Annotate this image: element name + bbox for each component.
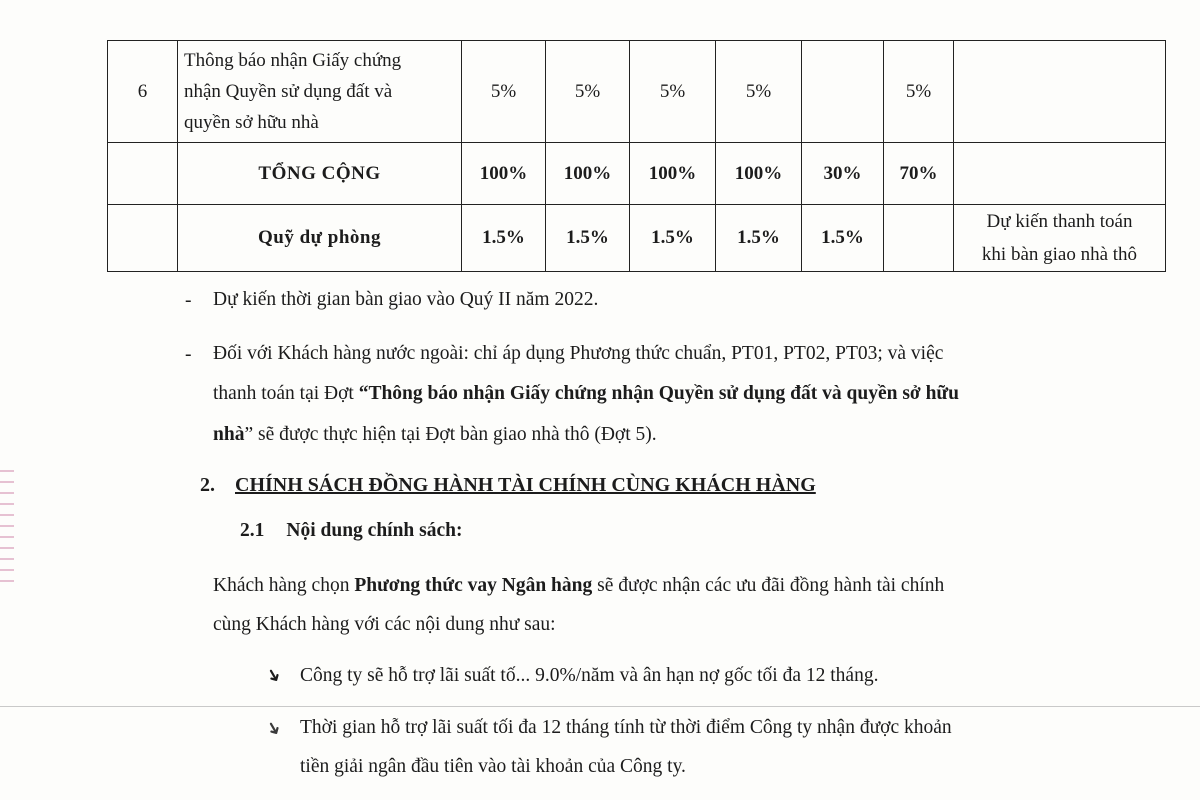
reserve-note: Dự kiến thanh toán khi bàn giao nhà thô	[954, 205, 1166, 272]
table-cell: 70%	[884, 143, 954, 205]
arrow-down-bullet-icon: ➜	[261, 716, 287, 740]
section-heading	[200, 474, 816, 497]
reserve-label: Quỹ dự phòng	[178, 205, 462, 272]
table-row	[108, 41, 1166, 143]
scan-margin-marks	[0, 470, 14, 610]
bullet-foreign-line2: thanh toán tại Đợt “Thông báo nhận Giấy chứng nhận Quyền sử dụng đất và quyền sở hữu	[213, 383, 959, 404]
table-cell: 30%	[802, 143, 884, 205]
table-cell: 100%	[546, 143, 630, 205]
subsection-number: 2.1	[240, 520, 265, 541]
table-cell	[802, 41, 884, 143]
table-cell: 1.5%	[716, 205, 802, 272]
bullet-foreign-line1: Đối với Khách hàng nước ngoài: chỉ áp dụng Phương thức chuẩn, PT01, PT02, PT03; và việc	[213, 343, 944, 364]
total-label: TỔNG CỘNG	[178, 143, 462, 205]
table-cell: 100%	[630, 143, 716, 205]
table-cell: 5%	[884, 41, 954, 143]
table-cell: 5%	[462, 41, 546, 143]
table-cell: 100%	[716, 143, 802, 205]
bullet-handover-time: Dự kiến thời gian bàn giao vào Quý II năm 2022.	[213, 289, 599, 310]
policy-item-support-period-line2: tiền giải ngân đầu tiên vào tài khoản của Công ty.	[300, 756, 686, 777]
policy-paragraph-line1: Khách hàng chọn Phương thức vay Ngân hàng sẽ được nhận các ưu đãi đồng hành tài chính	[213, 575, 945, 596]
section-number: 2.	[200, 474, 215, 496]
table-cell: 5%	[546, 41, 630, 143]
section-title: CHÍNH SÁCH ĐỒNG HÀNH TÀI CHÍNH CÙNG KHÁCH HÀNG	[235, 474, 816, 496]
table-cell: 100%	[462, 143, 546, 205]
table-cell: 1.5%	[630, 205, 716, 272]
policy-item-support-period-line1: Thời gian hỗ trợ lãi suất tối đa 12 tháng tính từ thời điểm Công ty nhận được khoản	[300, 717, 952, 738]
dash-bullet: -	[185, 290, 192, 311]
table-cell: 1.5%	[462, 205, 546, 272]
subsection-title: Nội dung chính sách:	[286, 520, 463, 541]
table-cell: 5%	[716, 41, 802, 143]
row-description: Thông báo nhận Giấy chứng nhận Quyền sử dụng đất và quyền sở hữu nhà	[178, 41, 462, 143]
policy-paragraph-line2: cùng Khách hàng với các nội dung như sau:	[213, 614, 556, 635]
table-cell	[108, 205, 178, 272]
table-cell	[108, 143, 178, 205]
bullet-foreign-line3: nhà” sẽ được thực hiện tại Đợt bàn giao nhà thô (Đợt 5).	[213, 424, 657, 445]
table-cell	[954, 143, 1166, 205]
table-row-total	[108, 143, 1166, 205]
table-cell: 5%	[630, 41, 716, 143]
dash-bullet: -	[185, 344, 192, 365]
table-cell	[884, 205, 954, 272]
table-cell: 1.5%	[546, 205, 630, 272]
arrow-down-bullet-icon: ➜	[261, 663, 287, 687]
table-row-reserve	[108, 205, 1166, 272]
subsection-heading	[240, 520, 462, 542]
policy-item-interest-support: Công ty sẽ hỗ trợ lãi suất tố... 9.0%/năm và ân hạn nợ gốc tối đa 12 tháng.	[300, 665, 879, 686]
table-cell: 1.5%	[802, 205, 884, 272]
payment-schedule-table	[107, 40, 1166, 272]
row-number: 6	[108, 41, 178, 143]
table-cell	[954, 41, 1166, 143]
